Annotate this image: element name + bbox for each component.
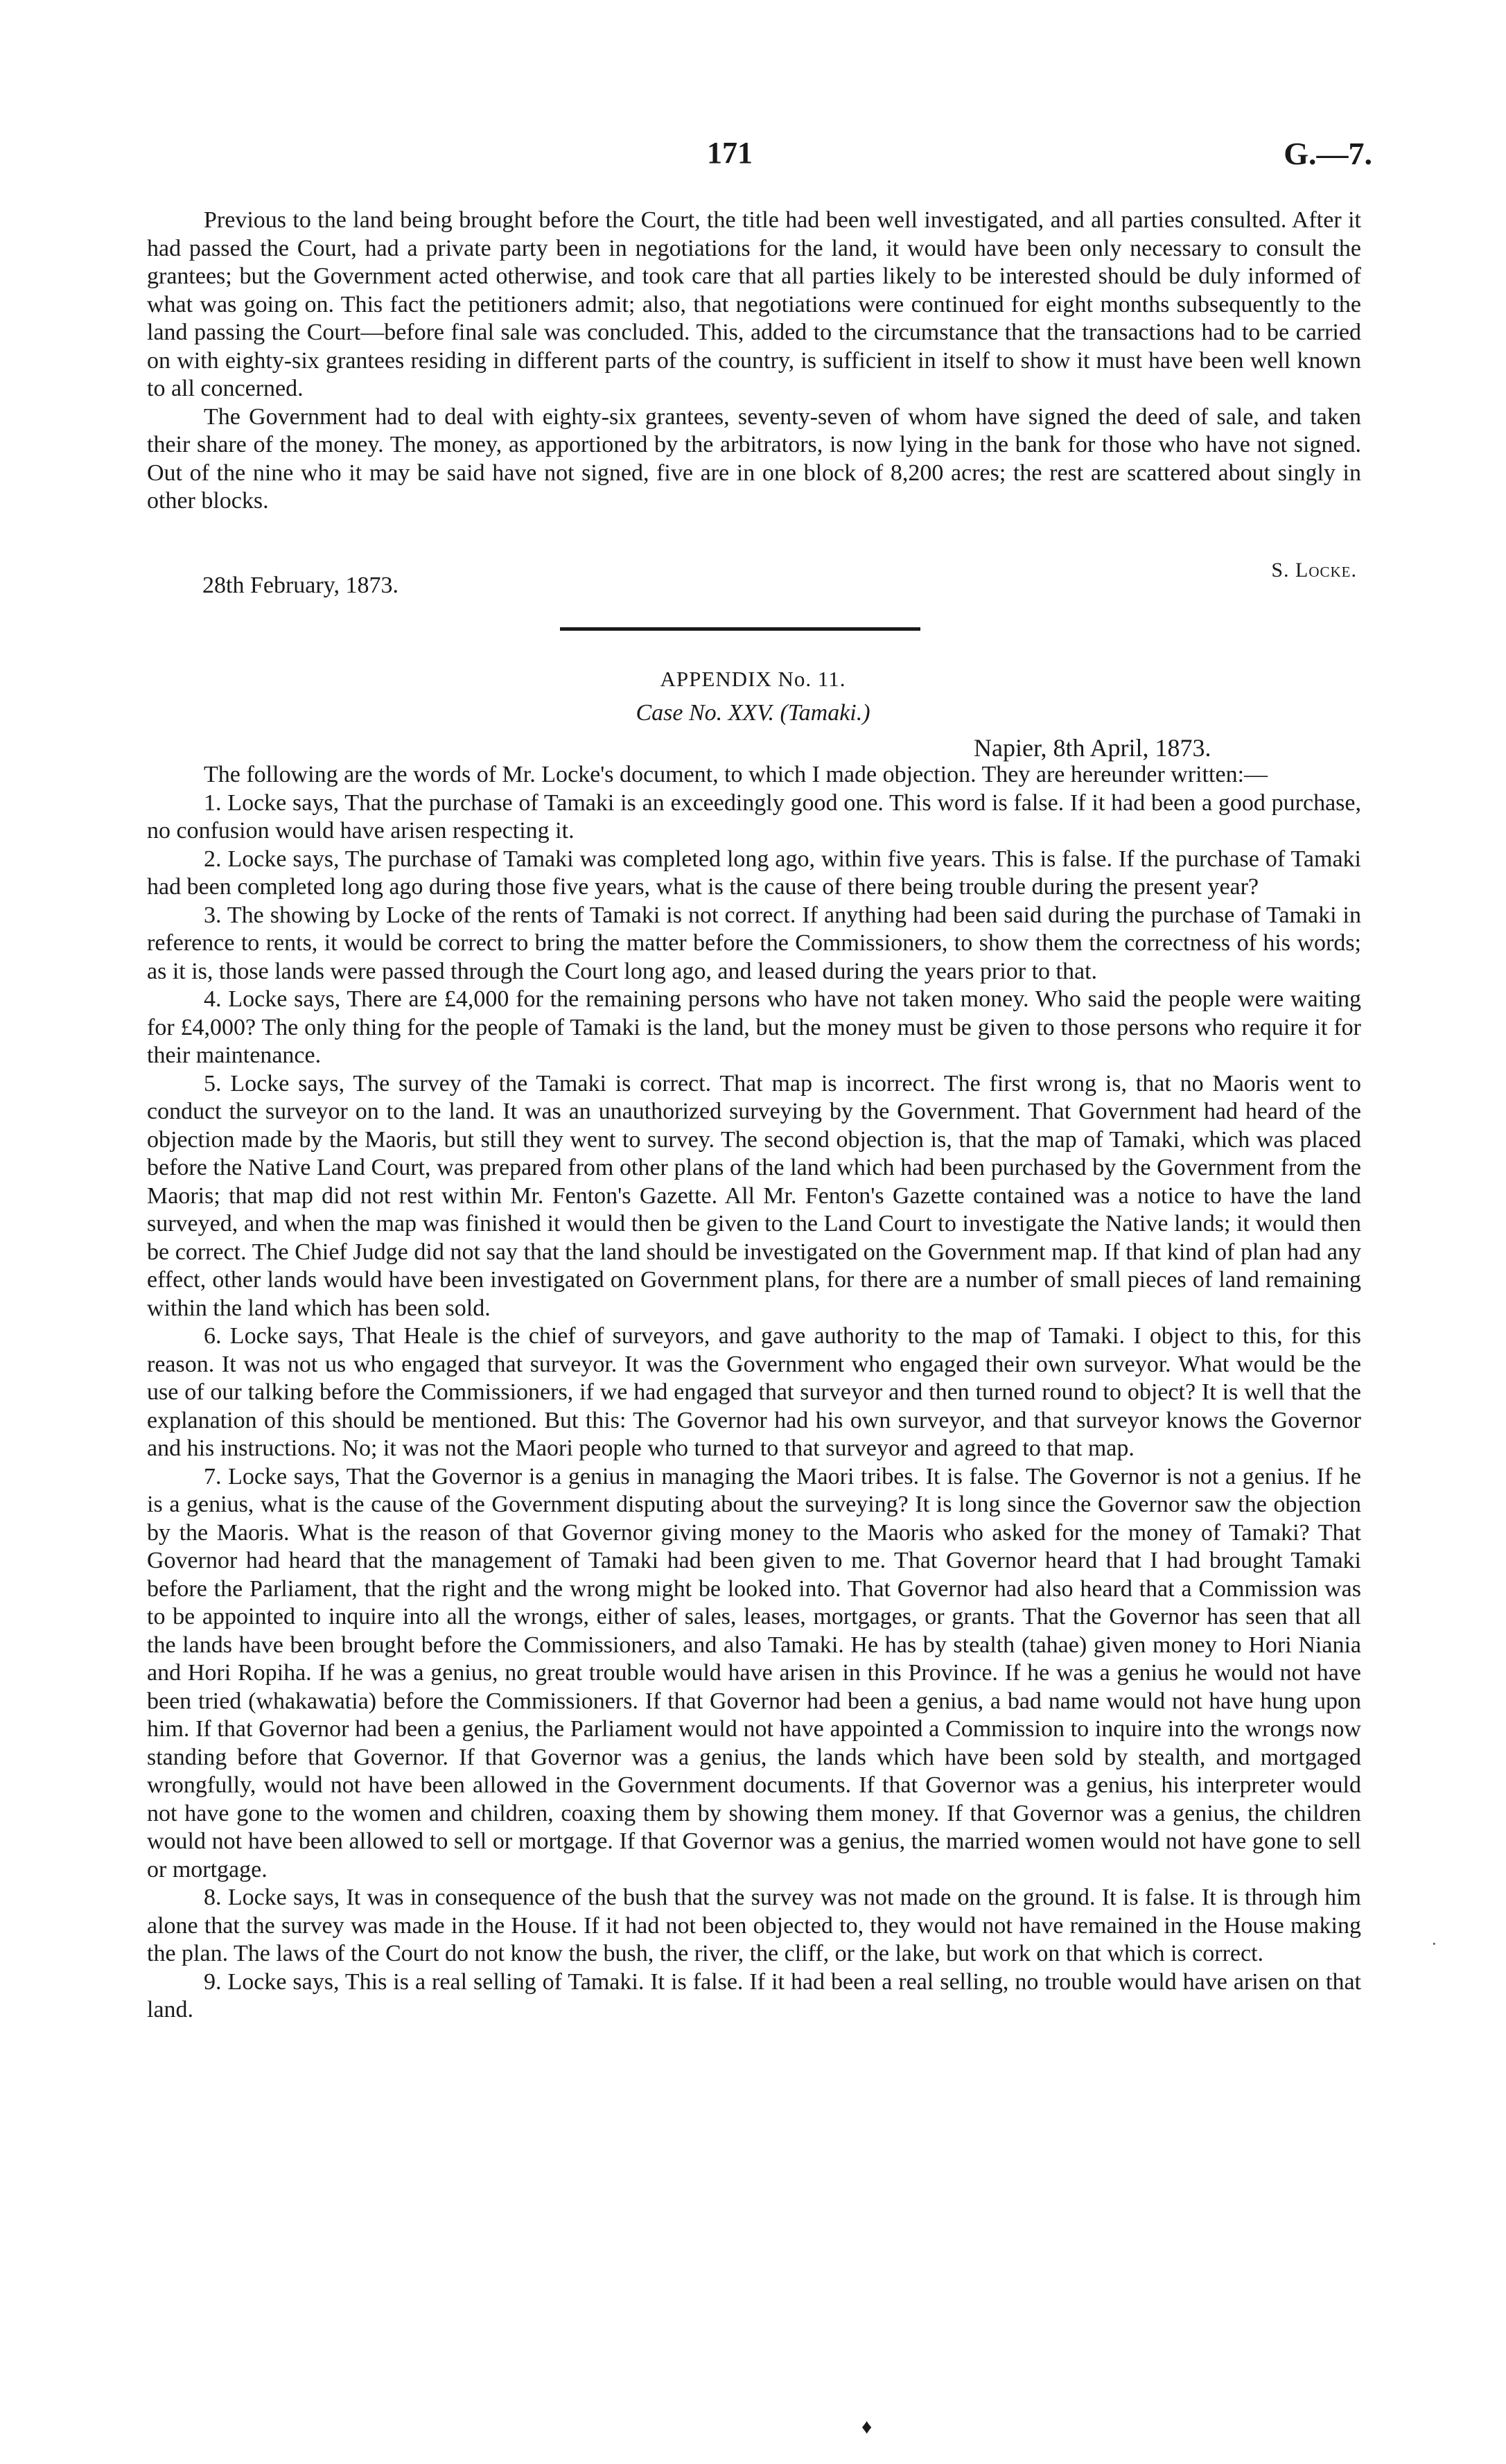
- paragraph: 5. Locke says, The survey of the Tamaki is correct. That map is incorrect. The first wrong is, that no Maoris went to conduct the surveyor on to the land. It was an unauthorized surveying by the Government. That Government had heard of the objection made by the Maoris, but still they went to survey. The second objection is, that the map of Tamaki, which was placed before the Native Land Court, was prepared from other plans of the land which had been purchased by the Government from the Maoris; that map did not rest within Mr. Fenton's Gazette. All Mr. Fenton's Gazette contained was a notice to have the land surveyed, and when the map was finished it would then be given to the Land Court to investigate the Native lands; it would then be correct. The Chief Judge did not say that the land should be investigated on the Government map. If that kind of plan had any effect, other lands would have been investigated on Government plans, for there are a number of small pieces of land remaining within the land which has been sold.: [147, 1070, 1361, 1321]
- paragraph: 9. Locke says, This is a real selling of Tamaki. It is false. If it had been a real selling, no trouble would have arisen on that land.: [147, 1968, 1361, 2022]
- document-reference: G.—7.: [1284, 136, 1372, 171]
- signature: S. Locke.: [1271, 559, 1357, 582]
- paragraph: 8. Locke says, It was in consequence of the bush that the survey was not made on the ground. It is false. It is through him alone that the survey was made in the House. If it had not been objected to, they would not have remained in the House making the plan. The laws of the Court do not know the bush, the river, the cliff, or the lake, but work on that which is correct.: [147, 1885, 1361, 1966]
- paragraph: 2. Locke says, The purchase of Tamaki was completed long ago, within five years. This is false. If the purchase of Tamaki had been completed long ago during those five years, what is the cause of there being trouble during the present year?: [147, 846, 1361, 900]
- paragraph: 3. The showing by Locke of the rents of Tamaki is not correct. If anything had been said during the purchase of Tamaki in reference to rents, it would be correct to bring the matter before the Commissioners, to show them the correctness of his words; as it is, those lands were passed through the Court long ago, and leased during the years prior to that.: [147, 902, 1361, 984]
- paragraph: Previous to the land being brought before the Court, the title had been well investigated, and all parties consulted. After it had passed the Court, had a private party been in negotiations for the land, it would have been only necessary to consult the grantees; but the Government acted otherwise, and took care that all parties likely to be interested should be duly informed of what was going on. This fact the petitioners admit; also, that negotiations were continued for eight months subsequently to the land passing the Court—before final sale was concluded. This, added to the circumstance that the transactions had to be carried on with eighty-six grantees residing in different parts of the country, is sufficient in itself to show it must have been well known to all concerned.: [147, 207, 1361, 401]
- page-header: [0, 135, 1506, 177]
- objection-text: [147, 761, 1361, 2025]
- margin-mark: ·: [1431, 1934, 1437, 1954]
- paragraph: The following are the words of Mr. Locke's document, to which I made objection. They are hereunder written:—: [204, 762, 1268, 787]
- page-number: 171: [707, 136, 753, 170]
- locke-memo-text: [147, 207, 1361, 516]
- footer-ornament: ♦: [861, 2415, 873, 2438]
- paragraph: The Government had to deal with eighty-six grantees, seventy-seven of whom have signed the deed of sale, and taken their share of the money. The money, as apportioned by the arbitrators, is now lying in the bank for those who have not signed. Out of the nine who it may be said have not signed, five are in one block of 8,200 acres; the rest are scattered about singly in other blocks.: [147, 403, 1361, 514]
- paragraph: 1. Locke says, That the purchase of Tamaki is an exceedingly good one. This word is false. If it had been a good purchase, no confusion would have arisen respecting it.: [147, 789, 1361, 844]
- section-divider: [560, 627, 920, 631]
- letter-place-date: Napier, 8th April, 1873.: [974, 734, 1211, 762]
- paragraph: 7. Locke says, That the Governor is a genius in managing the Maori tribes. It is false. The Governor is not a genius. If he is a genius, what is the cause of the Government disputing about the surveying? It is long since the Governor saw the objection by the Maoris. What is the reason of that Governor giving money to the Maoris who asked for the money of Tamaki? That Governor had heard that the management of Tamaki had been given to me. That Governor heard that I had brought Tamaki before the Parliament, that the right and the wrong might be looked into. That Governor had also heard that a Commission was to be appointed to inquire into all the wrongs, either of sales, leases, mortgages, or grants. That the Governor has seen that all the lands have been brought before the Commissioners, and also Tamaki. He has by stealth (tahae) given money to Hori Niania and Hori Ropiha. If he was a genius, no great trouble would have arisen in this Province. If he was a genius he would not have been tried (whakawatia) before the Commissioners. If that Governor had been a genius, a bad name would not have hung upon him. If that Governor had been a genius, the Parliament would not have appointed a Commission to inquire into the wrongs now standing before that Governor. If that Governor was a genius, the lands which have been sold by stealth, and mortgaged wrongfully, would not have been allowed in the Government documents. If that Governor was a genius, his interpreter would not have gone to the women and children, coaxing them by showing them money. If that Governor was a genius, the children would not have been allowed to sell or mortgage. If that Governor was a genius, the married women would not have gone to sell or mortgage.: [147, 1463, 1361, 1882]
- appendix-title: APPENDIX No. 11.: [660, 667, 846, 691]
- paragraph: 4. Locke says, There are £4,000 for the remaining persons who have not taken money. Who said the people were waiting for £4,000? The only thing for the people of Tamaki is the land, but the money must be given to those persons who require it for their maintenance.: [147, 986, 1361, 1068]
- memo-date: 28th February, 1873.: [202, 573, 399, 598]
- paragraph: 6. Locke says, That Heale is the chief of surveyors, and gave authority to the map of Tamaki. I object to this, for this reason. It was not us who engaged that surveyor. It was the Government who engaged their own surveyor. What would be the use of our talking before the Commissioners, if we had engaged that surveyor and then turned round to object? It is well that the explanation of this should be mentioned. But this: The Governor had his own surveyor, and that surveyor knows the Governor and his instructions. No; it was not the Maori people who turned to that surveyor and agreed to that map.: [147, 1323, 1361, 1461]
- case-title: Case No. XXV. (Tamaki.): [636, 700, 870, 726]
